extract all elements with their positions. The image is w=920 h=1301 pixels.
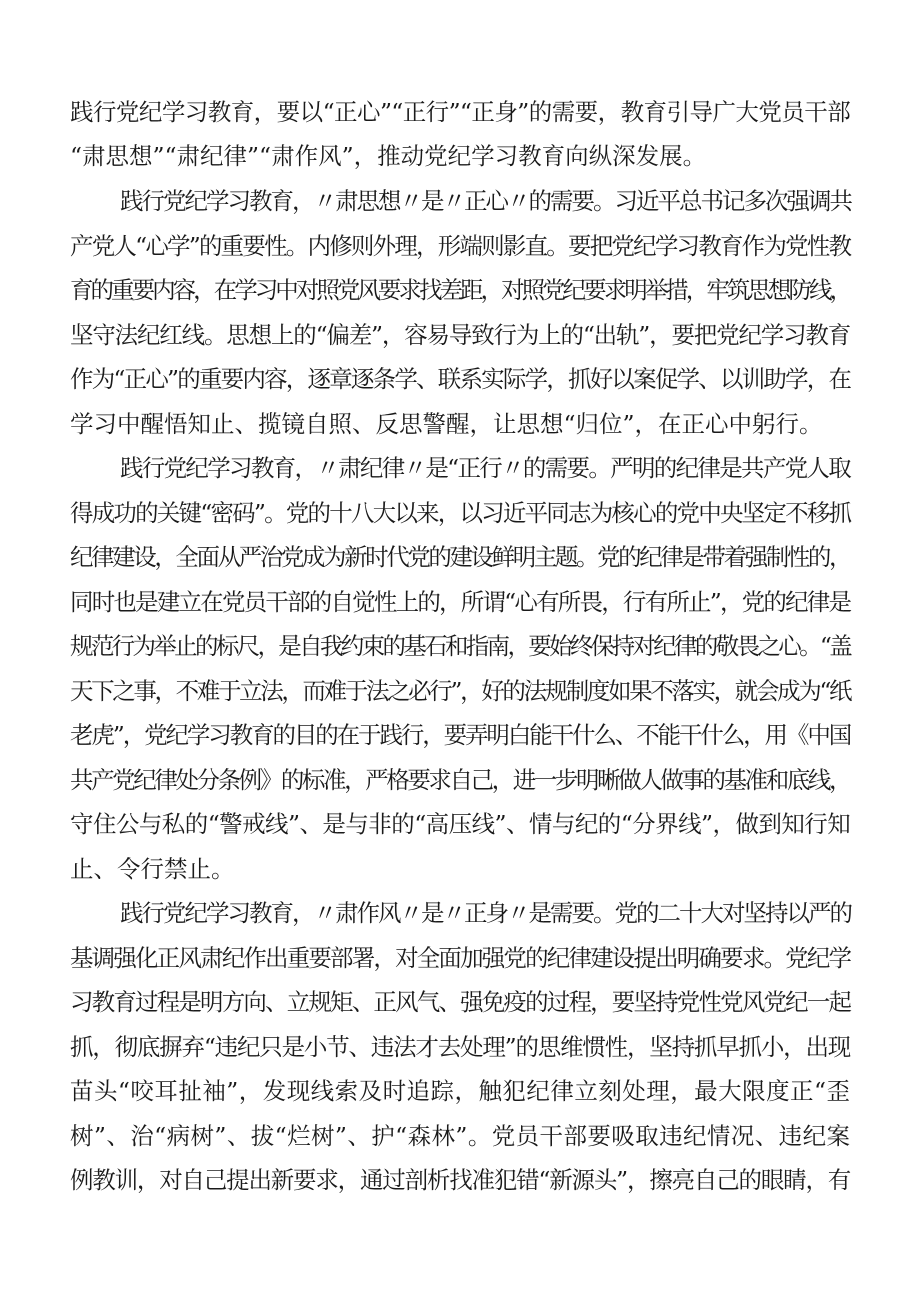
text-line: 例教训，对自己提出新要求，通过剖析找准犯错“新源头”，擦亮自己的眼睛，有 — [70, 1166, 850, 1194]
paragraph-first-line: 践行党纪学习教育，〃肃作风〃是〃正身〃是需要。党的二十大对坚持以严的 — [120, 899, 851, 927]
text-line: 学习中醒悟知止、揽镜自照、反思警醒，让思想“归位”，在正心中躬行。 — [70, 410, 823, 438]
paragraph-first-line: 践行党纪学习教育，〃肃纪律〃是“正行〃的需要。严明的纪律是共产党人取 — [120, 454, 850, 482]
text-line: 作为“正心”的重要内容，逐章逐条学、联系实际学，抓好以案促学、以训助学，在 — [70, 365, 850, 393]
text-line: 苗头“咬耳扯袖”，发现线索及时追踪，触犯纪律立刻处理，最大限度正“歪 — [70, 1077, 850, 1105]
text-line: 抓，彻底摒弃“违纪只是小节、违法才去处理”的思维惯性，坚持抓早抓小，出现 — [70, 1033, 850, 1061]
text-line: 纪律建设，全面从严治党成为新时代党的建设鲜明主题。党的纪律是带着强制性的， — [70, 543, 850, 571]
text-line: “肃思想”“肃纪律”“肃作风”，推动党纪学习教育向纵深发展。 — [70, 142, 707, 170]
text-line: 坚守法纪红线。思想上的“偏差”，容易导致行为上的“出轨”，要把党纪学习教育 — [70, 321, 850, 349]
text-line: 共产党纪律处分条例》的标准，严格要求自己，进一步明晰做人做事的基准和底线， — [70, 766, 850, 794]
text-line: 基调强化正风肃纪作出重要部署，对全面加强党的纪律建设提出明确要求。党纪学 — [70, 944, 850, 972]
text-line: 习教育过程是明方向、立规矩、正风气、强免疫的过程，要坚持党性党风党纪一起 — [70, 988, 850, 1016]
text-line: 践行党纪学习教育，要以“正心”“正行”“正身”的需要，教育引导广大党员干部 — [70, 98, 850, 126]
text-line: 树”、治“病树”、拔“烂树”、护“森林”。党员干部要吸取违纪情况、违纪案 — [70, 1122, 850, 1150]
text-line: 天下之事，不难于立法，而难于法之必行”，好的法规制度如果不落实，就会成为“纸 — [70, 677, 850, 705]
text-line: 产党人“心学”的重要性。内修则外理，形端则影直。要把党纪学习教育作为党性教 — [70, 232, 850, 260]
text-line: 得成功的关键“密码”。党的十八大以来，以习近平同志为核心的党中央坚定不移抓 — [70, 499, 850, 527]
text-line: 守住公与私的“警戒线”、是与非的“高压线”、情与纪的“分界线”，做到知行知 — [70, 810, 850, 838]
paragraph-first-line: 践行党纪学习教育，〃肃思想〃是〃正心〃的需要。习近平总书记多次强调共 — [120, 187, 851, 215]
text-line: 规范行为举止的标尺，是自我约束的基石和指南，要始终保持对纪律的敬畏之心。“盖 — [70, 632, 850, 660]
text-line: 老虎”，党纪学习教育的目的在于践行，要弄明白能干什么、不能干什么，用《中国 — [70, 721, 850, 749]
text-line: 止、令行禁止。 — [70, 855, 235, 883]
text-line: 同时也是建立在党员干部的自觉性上的，所谓“心有所畏，行有所止”，党的纪律是 — [70, 588, 850, 616]
text-line: 育的重要内容，在学习中对照党风要求找差距，对照党纪要求明举措，牢筑思想防线， — [70, 276, 850, 304]
